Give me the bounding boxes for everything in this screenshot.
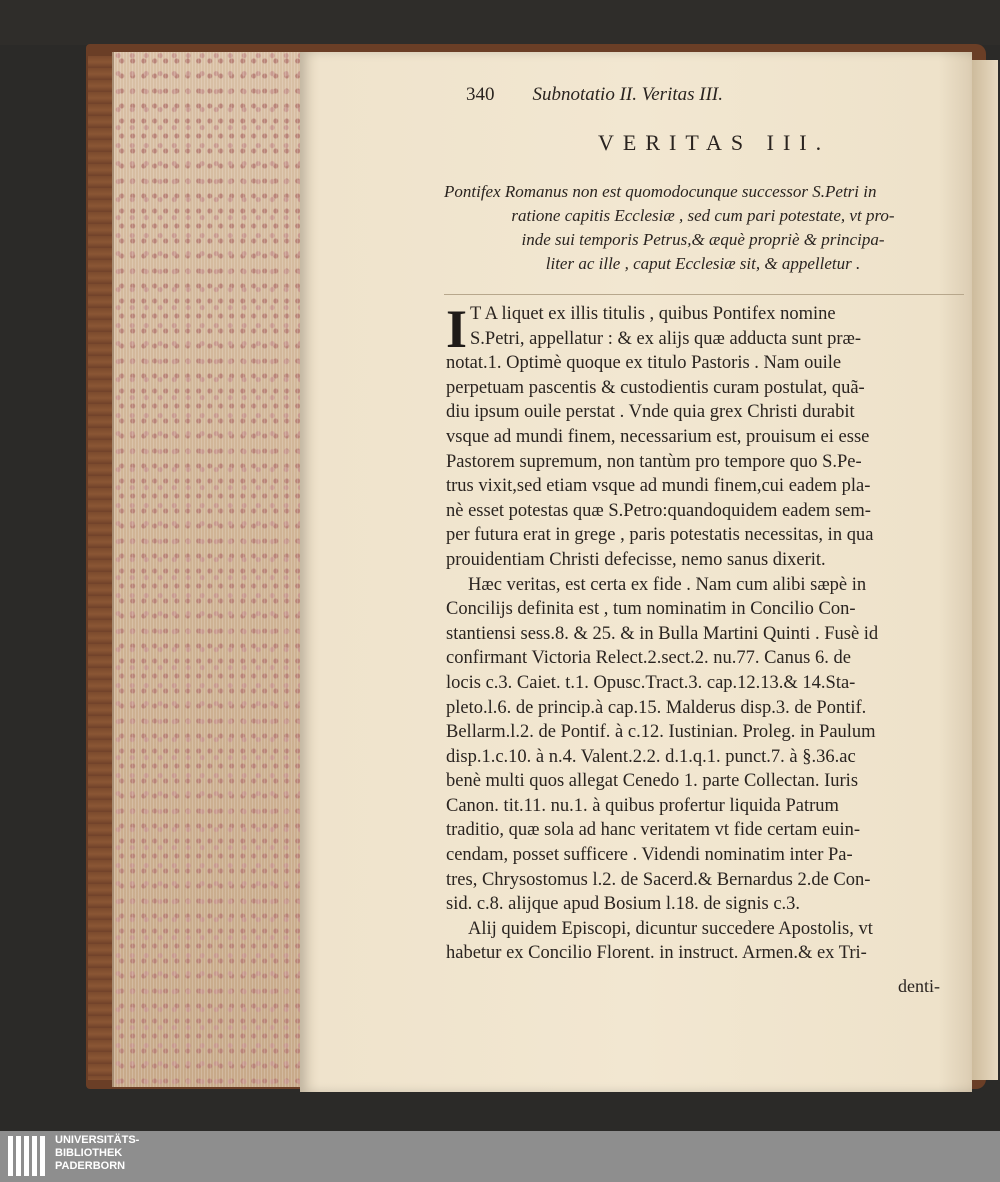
text-line: habetur ex Concilio Florent. in instruct. Armen.& ex Tri- [446, 943, 867, 964]
section-summary [444, 180, 962, 276]
library-name-line: BIBLIOTHEK [55, 1147, 123, 1159]
library-name [55, 1134, 139, 1173]
text-line: Hæc veritas, est certa ex fide . Nam cum alibi sæpè in [468, 574, 867, 595]
text-line: cendam, posset sufficere . Videndi nominatim inter Pa- [446, 845, 853, 866]
text-line: Concilijs definita est , tum nominatim in Concilio Con- [446, 599, 856, 620]
text-line: locis c.3. Caiet. t.1. Opusc.Tract.3. cap.12.13.& 14.Sta- [446, 672, 856, 693]
background [0, 0, 1000, 45]
section-title: VERITAS III. [598, 130, 831, 155]
library-name-line: UNIVERSITÄTS- [55, 1134, 140, 1146]
footer-bar [0, 1131, 1000, 1182]
page-fore-edge [112, 52, 302, 1087]
divider [444, 294, 964, 295]
text-line: Pastorem supremum, non tantùm pro tempore quo S.Pe- [446, 451, 862, 472]
summary-line: Pontifex Romanus non est quomodocunque successor S.Petri in [444, 182, 877, 201]
text-line: diu ipsum ouile perstat . Vnde quia grex Christi durabit [446, 402, 855, 423]
text-line: Alij quidem Episcopi, dicuntur succedere Apostolis, vt [468, 918, 873, 939]
text-line: notat.1. Optimè quoque ex titulo Pastoris . Nam ouile [446, 353, 842, 374]
text-line: tres, Chrysostomus l.2. de Sacerd.& Bernardus 2.de Con- [446, 869, 871, 890]
body-text [446, 299, 964, 966]
library-logo-icon [8, 1136, 50, 1176]
catchword: denti- [898, 976, 940, 996]
text-line: disp.1.c.10. à n.4. Valent.2.2. d.1.q.1. punct.7. à §.36.ac [446, 746, 856, 767]
summary-line: ratione capitis Ecclesiæ , sed cum pari potestate, vt pro- [511, 206, 895, 225]
running-header [466, 84, 723, 106]
next-page-edge [972, 60, 998, 1080]
text-line: S.Petri, appellatur : & ex alijs quæ adducta sunt præ- [470, 328, 862, 349]
text-line: Bellarm.l.2. de Pontif. à c.12. Iustinian. Proleg. in Paulum [446, 722, 876, 743]
text-line: T A liquet ex illis titulis , quibus Pontifex nomine [470, 304, 836, 324]
text-line: perpetuam pascentis & custodientis curam postulat, quã- [446, 377, 865, 398]
text-line: Canon. tit.11. nu.1. à quibus profertur liquida Patrum [446, 795, 839, 816]
text-line: stantiensi sess.8. & 25. & in Bulla Martini Quinti . Fusè id [446, 623, 879, 644]
text-line: nè esset potestas quæ S.Petro:quandoquidem eadem sem- [446, 500, 871, 521]
text-line: traditio, quæ sola ad hanc veritatem vt fide certam euin- [446, 820, 861, 841]
text-line: confirmant Victoria Relect.2.sect.2. nu.77. Canus 6. de [446, 648, 851, 669]
running-title: Subnotatio II. Veritas III. [532, 84, 724, 105]
text-line: vsque ad mundi finem, necessarium est, prouisum ei esse [446, 426, 870, 447]
text-line: benè multi quos allegat Cenedo 1. parte Collectan. Iuris [446, 771, 859, 792]
book-cover-edge [88, 56, 114, 1080]
library-name-line: PADERBORN [55, 1160, 126, 1172]
text-line: sid. c.8. alijque apud Bosium l.18. de signis c.3. [446, 894, 801, 915]
summary-line: liter ac ille , caput Ecclesiæ sit, & appelletur . [545, 254, 861, 273]
drop-cap: I [446, 299, 468, 359]
page-number: 340 [466, 84, 495, 105]
summary-line: inde sui temporis Petrus,& æquè propriè & principa- [521, 230, 885, 249]
text-line: prouidentiam Christi defecisse, nemo sanus dixerit. [446, 549, 826, 570]
text-line: trus vixit,sed etiam vsque ad mundi finem,cui eadem pla- [446, 476, 871, 497]
text-line: pleto.l.6. de princip.à cap.15. Malderus disp.3. de Pontif. [446, 697, 867, 718]
text-line: per futura erat in grege , paris potestatis necessitas, in qua [446, 525, 874, 546]
